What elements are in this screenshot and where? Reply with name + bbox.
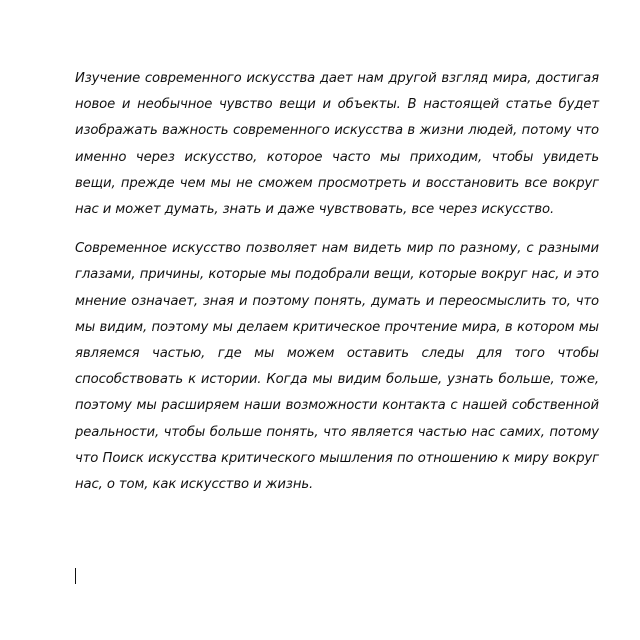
text-cursor[interactable] <box>75 568 76 584</box>
document-body <box>75 66 599 498</box>
paragraph-1: Изучение современного искусства дает нам другой взгляд мира, достигая новое и необычное чувство вещи и объекты. В настоящей статье будет изображать важность современного искусства в жизни людей, потому что именно через искусство, которое часто мы приходим, чтобы увидеть вещи, прежде чем мы не сможем просмотреть и восстановить все вокруг нас и может думать, знать и даже чувствовать, все через искусство. <box>75 71 599 218</box>
paragraph-2: Современное искусство позволяет нам видеть мир по разному, с разными глазами, причины, которые мы подобрали вещи, которые вокруг нас, и это мнение означает, зная и поэтому понять, думать и переосмыслить то, что мы видим, поэтому мы делаем критическое прочтение мира, в котором мы являемся частью, где мы можем оставить следы для того чтобы способствовать к истории. Когда мы видим больше, узнать больше, тоже, поэтому мы расширяем наши возможности контакта с нашей собственной реальности, чтобы больше понять, что является частью нас самих, потому что Поиск искусства критического мышления по отношению к миру вокруг нас, о том, как искусство и жизнь. <box>75 241 599 493</box>
